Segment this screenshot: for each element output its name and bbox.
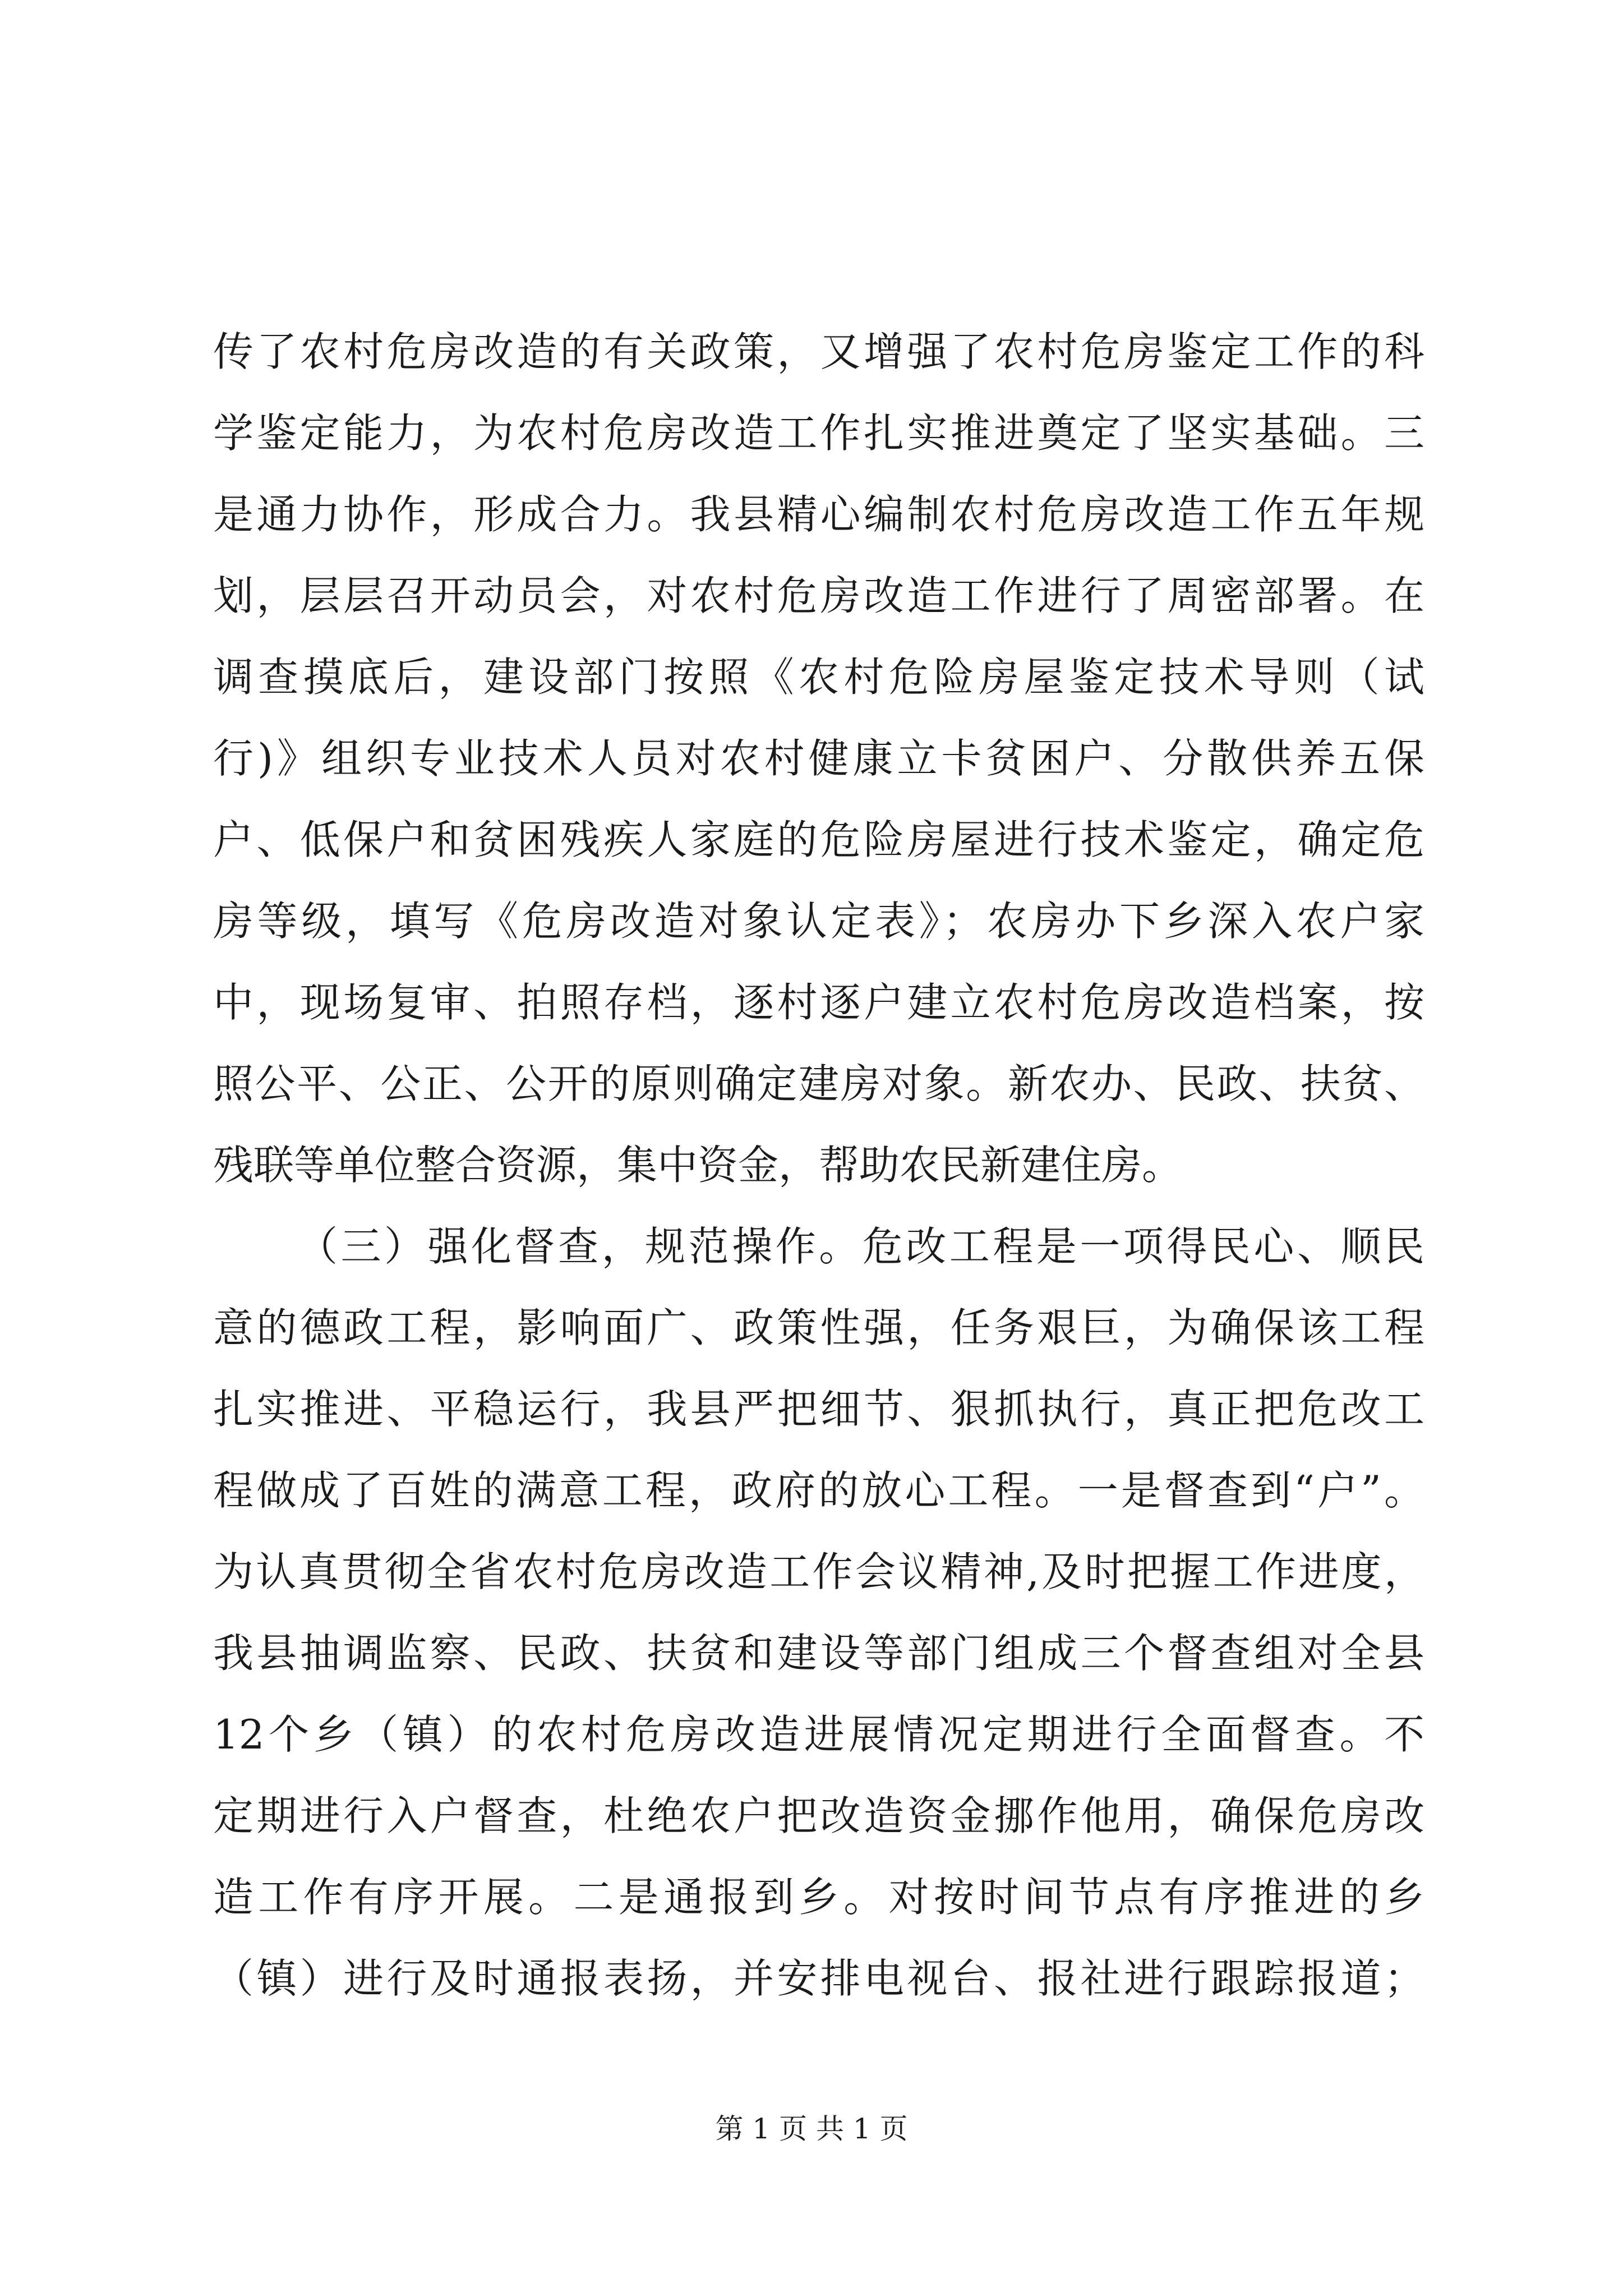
page-footer [0, 2112, 1623, 2146]
text-line: 我县抽调监察、民政、扶贫和建设等部门组成三个督查组对全县 [213, 1630, 1424, 1677]
text-line: 调查摸底后，建设部门按照《农村危险房屋鉴定技术导则（试 [213, 654, 1424, 701]
text-line: 12个乡（镇）的农村危房改造进展情况定期进行全面督查。不 [213, 1711, 1424, 1758]
text-line: 造工作有序开展。二是通报到乡。对按时间节点有序推进的乡 [213, 1874, 1424, 1921]
text-line: 残联等单位整合资源，集中资金，帮助农民新建住房。 [213, 1142, 1183, 1189]
text-line: 是通力协作，形成合力。我县精心编制农村危房改造工作五年规 [213, 491, 1424, 538]
document-body [213, 311, 1424, 2019]
text-line: 行)》组织专业技术人员对农村健康立卡贫困户、分散供养五保 [213, 735, 1424, 782]
text-line: 定期进行入户督查，杜绝农户把改造资金挪作他用，确保危房改 [213, 1792, 1424, 1839]
text-line: 中，现场复审、拍照存档，逐村逐户建立农村危房改造档案，按 [213, 979, 1424, 1026]
section-heading-line: （三）强化督查，规范操作。危改工程是一项得民心、顺民 [297, 1223, 1424, 1270]
text-line: 照公平、公正、公开的原则确定建房对象。新农办、民政、扶贫、 [213, 1060, 1424, 1107]
text-line: 学鉴定能力，为农村危房改造工作扎实推进奠定了坚实基础。三 [213, 409, 1424, 457]
text-line: 意的德政工程，影响面广、政策性强，任务艰巨，为确保该工程 [213, 1304, 1424, 1351]
text-line: 房等级，填写《危房改造对象认定表》；农房办下乡深入农户家 [213, 898, 1424, 945]
text-line: 扎实推进、平稳运行，我县严把细节、狠抓执行，真正把危改工 [213, 1386, 1424, 1433]
page-number: 第 1 页 共 1 页 [715, 2113, 908, 2145]
text-line: （镇）进行及时通报表扬，并安排电视台、报社进行跟踪报道； [213, 1955, 1424, 2002]
text-line: 程做成了百姓的满意工程，政府的放心工程。一是督查到“户”。 [213, 1467, 1424, 1514]
text-line: 户、低保户和贫困残疾人家庭的危险房屋进行技术鉴定，确定危 [213, 816, 1424, 863]
text-line: 传了农村危房改造的有关政策，又增强了农村危房鉴定工作的科 [213, 328, 1424, 375]
text-line: 划，层层召开动员会，对农村危房改造工作进行了周密部署。在 [213, 572, 1424, 619]
text-line: 为认真贯彻全省农村危房改造工作会议精神,及时把握工作进度， [213, 1548, 1424, 1595]
